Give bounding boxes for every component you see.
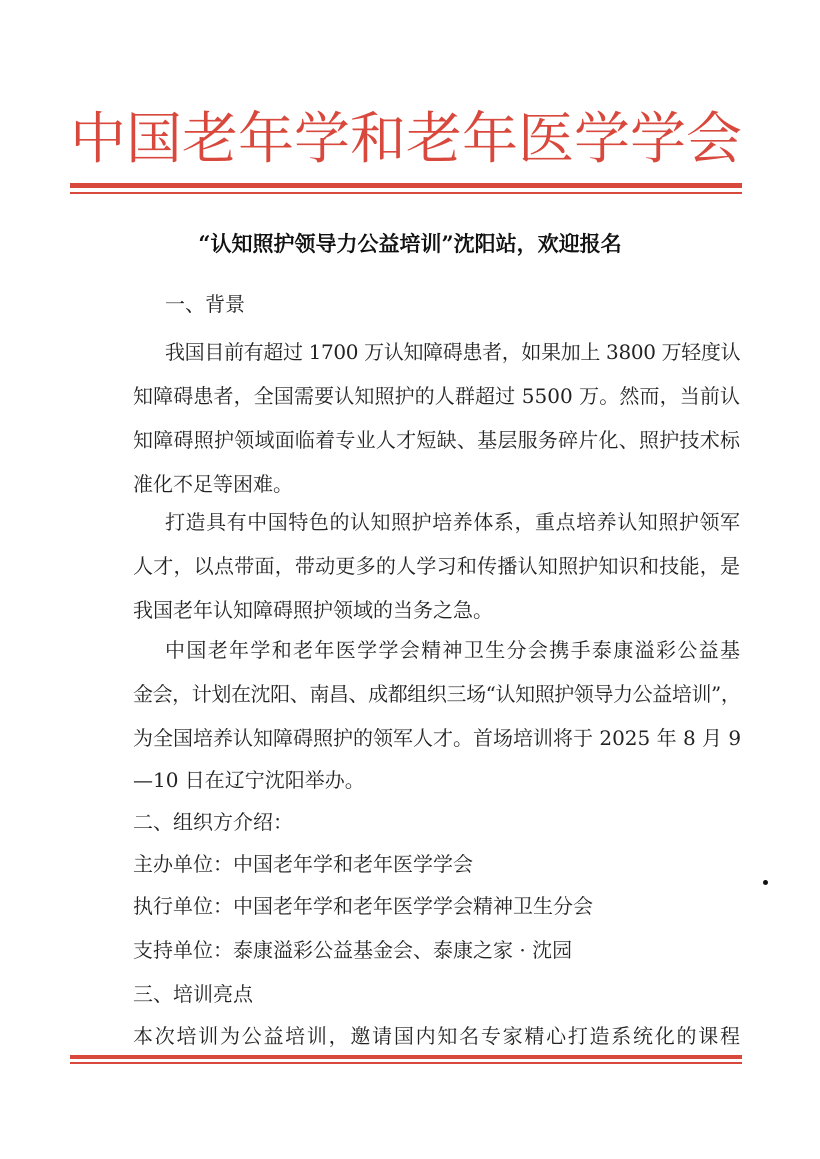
text-line: 本次培训为公益培训，邀请国内知名专家精心打造系统化的课程 <box>133 1024 740 1048</box>
text-line: 一、背景 <box>165 292 245 316</box>
text-line: 打造具有中国特色的认知照护培养体系，重点培养认知照护领军 <box>165 510 740 534</box>
text-line: 知障碍患者，全国需要认知照护的人群超过 5500 万。然而，当前认 <box>133 384 740 408</box>
document-title: “认知照护领导力公益培训”沈阳站，欢迎报名 <box>198 231 622 256</box>
text-line: 金会，计划在沈阳、南昌、成都组织三场“认知照护领导力公益培训”， <box>133 682 741 706</box>
text-line: 三、培训亮点 <box>133 982 253 1006</box>
footer-rule-thin <box>70 1062 742 1064</box>
text-line: 支持单位：泰康溢彩公益基金会、泰康之家 · 沈园 <box>133 938 573 962</box>
text-line: 执行单位：中国老年学和老年医学学会精神卫生分会 <box>133 894 593 918</box>
scan-speck <box>763 880 768 885</box>
text-line: 为全国培养认知障碍照护的领军人才。首场培训将于 2025 年 8 月 9 <box>133 726 742 750</box>
letterhead-rule-thin <box>70 192 742 194</box>
text-line: 主办单位：中国老年学和老年医学学会 <box>133 852 473 876</box>
text-line: 中国老年学和老年医学学会精神卫生分会携手泰康溢彩公益基 <box>165 638 740 662</box>
footer-rule-thick <box>70 1055 742 1059</box>
letterhead-rule-thick <box>70 183 742 188</box>
text-line: 我国目前有超过 1700 万认知障碍患者，如果加上 3800 万轻度认 <box>165 340 741 364</box>
text-line: 人才，以点带面，带动更多的人学习和传播认知照护知识和技能，是 <box>133 554 740 578</box>
text-line: —10 日在辽宁沈阳举办。 <box>133 768 365 792</box>
organization-letterhead: 中国老年学和老年医学学会 <box>70 107 742 172</box>
text-line: 知障碍照护领域面临着专业人才短缺、基层服务碎片化、照护技术标 <box>133 428 740 452</box>
text-line: 二、组织方介绍： <box>133 810 293 834</box>
text-line: 准化不足等困难。 <box>133 472 293 496</box>
text-line: 我国老年认知障碍照护领域的当务之急。 <box>133 598 493 622</box>
